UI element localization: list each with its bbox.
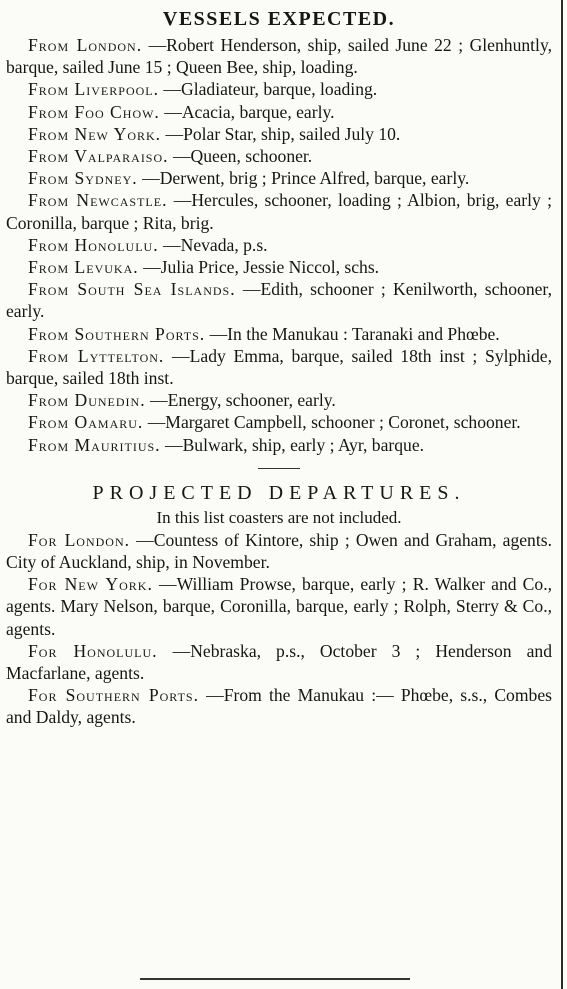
expected-entry [6, 278, 552, 322]
expected-entry [6, 145, 552, 167]
expected-entry [6, 167, 552, 189]
entry-place: From Liverpool. [28, 79, 160, 100]
entry-place: From South Sea Islands. [28, 279, 236, 300]
entry-text: —In the Manukau : Taranaki and Phœbe. [205, 323, 500, 344]
bottom-rule [140, 978, 410, 980]
entry-place: From London. [28, 35, 143, 55]
expected-entry [6, 345, 552, 389]
column-rule [561, 0, 563, 989]
entry-place: From Sydney. [28, 168, 138, 189]
departure-entry [6, 684, 552, 728]
entry-text: —From the Manukau :— Phœbe, s.s., Combes and Daldy, agents. [6, 685, 552, 728]
expected-entry [6, 256, 552, 278]
departure-entry [6, 640, 552, 684]
entry-place: From Dunedin. [28, 390, 146, 411]
entry-text: —Nevada, p.s. [158, 234, 268, 255]
departures-list [6, 529, 552, 729]
expected-entry [6, 78, 552, 100]
entry-text: —William Prowse, barque, early ; R. Walker and Co., agents. Mary Nelson, barque, Coronilla, barque, early ; Rolph, Sterry & Co., agents. [6, 574, 552, 639]
entry-place: From New York. [28, 123, 162, 144]
entry-text: —Julia Price, Jessie Niccol, schs. [138, 257, 380, 278]
news-column [6, 4, 552, 729]
entry-place: For Southern Ports. [28, 685, 199, 706]
coasters-note: In this list coasters are not included. [156, 507, 402, 527]
entry-place: From Newcastle. [28, 190, 168, 211]
expected-list [6, 34, 552, 456]
entry-text: —Robert Henderson, ship, sailed June 22 ; Glenhuntly, barque, sailed June 15 ; Queen Bee, ship, loading. [6, 35, 552, 78]
expected-entry [6, 411, 552, 433]
section-divider [258, 468, 300, 469]
entry-place: From Honolulu. [28, 234, 159, 255]
entry-text: —Margaret Campbell, schooner ; Coronet, schooner. [143, 412, 521, 433]
entry-text: —Countess of Kintore, ship ; Owen and Graham, agents. City of Auckland, ship, in November. [6, 529, 552, 573]
entry-place: For London. [28, 529, 131, 550]
entry-place: For Honolulu. [28, 640, 158, 661]
vessels-expected-heading: VESSELS EXPECTED. [162, 8, 396, 30]
departure-entry [6, 573, 552, 640]
projected-departures-heading: PROJECTED DEPARTURES. [92, 481, 466, 504]
expected-entry [6, 434, 552, 456]
entry-place: From Foo Chow. [28, 101, 160, 122]
entry-place: From Southern Ports. [28, 323, 206, 344]
expected-entry [6, 123, 552, 145]
entry-text: —Edith, schooner ; Kenilworth, schooner, early. [6, 279, 552, 322]
entry-place: From Levuka. [28, 257, 139, 278]
entry-place: From Valparaiso. [28, 146, 169, 167]
entry-place: From Lyttelton. [28, 345, 165, 366]
entry-text: —Derwent, brig ; Prince Alfred, barque, early. [137, 168, 470, 189]
entry-place: For New York. [28, 574, 153, 595]
entry-text: —Energy, schooner, early. [145, 390, 336, 411]
departure-entry [6, 529, 552, 573]
expected-entry [6, 389, 552, 411]
expected-entry [6, 234, 552, 256]
entry-place: From Oamaru. [28, 412, 144, 433]
entry-text: —Hercules, schooner, loading ; Albion, brig, early ; Coronilla, barque ; Rita, brig. [6, 190, 552, 233]
expected-entry [6, 101, 552, 123]
entry-place: From Mauritius. [28, 434, 161, 455]
entry-text: —Gladiateur, barque, loading. [159, 79, 378, 100]
entry-text: —Acacia, barque, early. [159, 101, 335, 122]
entry-text: —Nebraska, p.s., October 3 ; Henderson and Macfarlane, agents. [6, 640, 552, 684]
entry-text: —Bulwark, ship, early ; Ayr, barque. [160, 434, 425, 455]
entry-text: —Queen, schooner. [168, 146, 313, 167]
expected-entry [6, 34, 552, 78]
expected-entry [6, 189, 552, 233]
entry-text: —Lady Emma, barque, sailed 18th inst ; Sylphide, barque, sailed 18th inst. [6, 345, 552, 389]
entry-text: —Polar Star, ship, sailed July 10. [161, 123, 401, 144]
expected-entry [6, 323, 552, 345]
